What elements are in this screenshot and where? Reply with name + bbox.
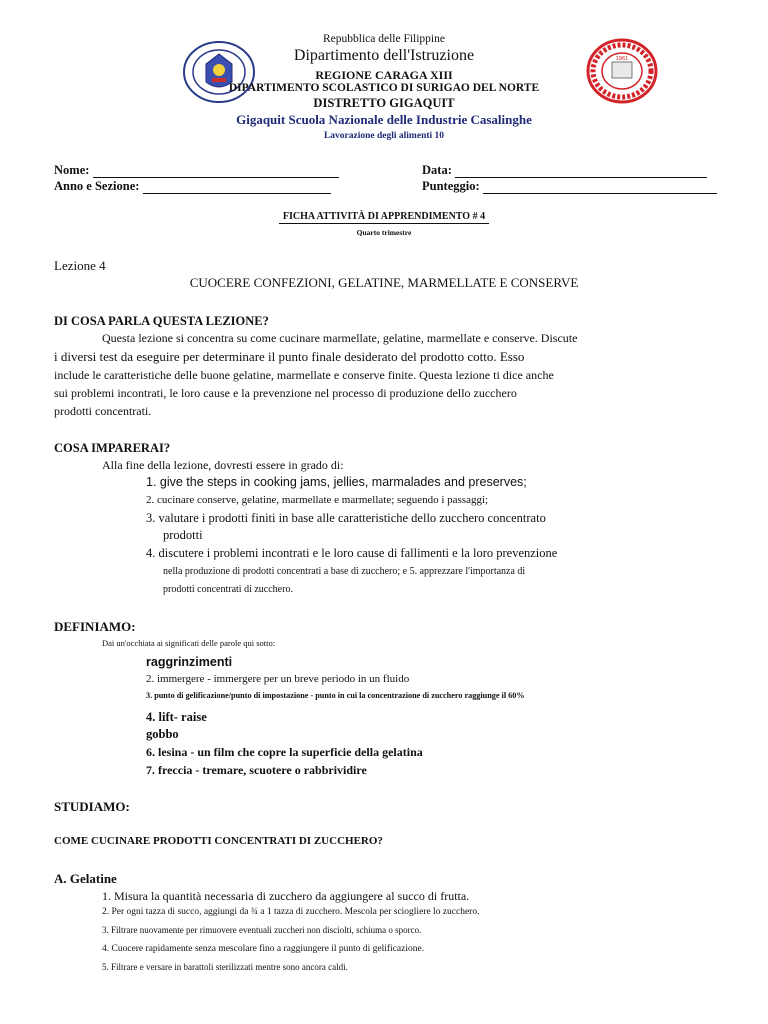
learn-item-3: 3. valutare i prodotti finiti in base alle caratteristiche dello zucchero concentrato	[146, 511, 546, 525]
learn-item-3-cont: prodotti	[163, 528, 203, 542]
define-item-4: 4. lift- raise	[146, 710, 207, 724]
division-line: DIPARTIMENTO SCOLASTICO DI SURIGAO DEL NORTE	[228, 82, 540, 94]
subject-line: Lavorazione degli alimenti 10	[323, 131, 445, 141]
learn-item-2: 2. cucinare conserve, gelatine, marmellate e marmellate; seguendo i passaggi;	[146, 494, 489, 506]
about-line-3: include le caratteristiche delle buone gelatine, marmellate e conserve finite. Questa lezione ti dice anche	[54, 368, 554, 382]
section-blank	[143, 179, 331, 194]
name-label: Nome:	[54, 163, 90, 177]
define-heading: DEFINIAMO:	[54, 619, 136, 634]
gelatine-step-4: 4. Cuocere rapidamente senza mescolare fino a raggiungere il punto di gelificazione.	[102, 944, 425, 954]
define-item-5: gobbo	[146, 727, 179, 741]
define-item-6: 6. lesina - un film che copre la superficie della gelatina	[146, 745, 423, 759]
gelatine-step-5: 5. Filtrare e versare in barattoli sterilizzati mentre sono ancora caldi.	[102, 962, 348, 972]
department-line: Dipartimento dell'Istruzione	[293, 47, 475, 64]
about-line-4: sui problemi incontrati, le loro cause e la prevenzione nel processo di produzione dello zucchero	[54, 386, 517, 400]
region-line: REGIONE CARAGA XIII	[315, 68, 453, 82]
study-question: COME CUCINARE PRODOTTI CONCENTRATI DI ZUCCHERO?	[54, 835, 383, 847]
republic-line: Repubblica delle Filippine	[322, 33, 445, 45]
school-name: Gigaquit Scuola Nazionale delle Industrie Casalinghe	[236, 112, 532, 127]
about-heading: DI COSA PARLA QUESTA LEZIONE?	[54, 314, 269, 328]
define-item-2: 2. immergere - immergere per un breve periodo in un fluido	[146, 673, 410, 685]
name-blank	[93, 163, 339, 178]
learn-heading: COSA IMPARERAI?	[54, 441, 171, 455]
about-line-1: Questa lezione si concentra su come cucinare marmellate, gelatine, marmellate e conserve. Discute	[102, 331, 578, 345]
gelatine-step-2: 2. Per ogni tazza di succo, aggiungi da ¾ a 1 tazza di zucchero. Mescola per sciogliere lo zucchero.	[102, 907, 480, 917]
section-label: Anno e Sezione:	[54, 179, 140, 193]
sheet-title: FICHA ATTIVITÀ DI APPRENDIMENTO # 4	[0, 211, 768, 222]
learn-item-4: 4. discutere i problemi incontrati e le loro cause di fallimenti e la loro prevenzione	[146, 546, 558, 560]
section-field	[54, 179, 331, 194]
define-item-3: 3. punto di gelificazione/punto di impostazione - punto in cui la concentrazione di zucchero raggiunge il 60%	[146, 691, 525, 700]
score-field	[422, 179, 717, 194]
lesson-number: Lezione 4	[54, 258, 106, 273]
date-field	[422, 163, 707, 178]
seal-year: 1961	[615, 56, 629, 62]
gelatine-step-3: 3. Filtrare nuovamente per rimuovere eventuali zuccheri non disciolti, schiuma o sporco.	[102, 925, 422, 935]
define-item-1: raggrinzimenti	[146, 655, 233, 669]
study-heading: STUDIAMO:	[54, 799, 130, 814]
date-label: Data:	[422, 163, 452, 177]
lesson-title: CUOCERE CONFEZIONI, GELATINE, MARMELLATE E CONSERVE	[189, 275, 579, 290]
learn-intro: Alla fine della lezione, dovresti essere in grado di:	[102, 458, 344, 472]
date-blank	[455, 163, 707, 178]
score-blank	[483, 179, 717, 194]
gelatine-heading: A. Gelatine	[54, 871, 117, 886]
quarter-label: Quarto trimestre	[356, 228, 412, 237]
define-item-7: 7. freccia - tremare, scuotere o rabbrividire	[146, 763, 367, 777]
name-field	[54, 163, 339, 178]
learn-item-4-cont: nella produzione di prodotti concentrati a base di zucchero; e 5. apprezzare l'importanza di	[163, 566, 526, 577]
about-line-2: i diversi test da eseguire per determinare il punto finale desiderato del prodotto cotto. Esso	[54, 349, 525, 364]
define-intro: Dai un'occhiata ai significati delle parole qui sotto:	[102, 638, 276, 648]
score-label: Punteggio:	[422, 179, 480, 193]
gelatine-step-1: 1. Misura la quantità necessaria di zucchero da aggiungere al succo di frutta.	[102, 889, 470, 903]
learn-item-5-cont: prodotti concentrati di zucchero.	[163, 584, 293, 595]
about-line-5: prodotti concentrati.	[54, 404, 152, 418]
learn-item-1: 1. give the steps in cooking jams, jellies, marmalades and preserves;	[146, 475, 527, 489]
district-line: DISTRETTO GIGAQUIT	[313, 96, 455, 110]
